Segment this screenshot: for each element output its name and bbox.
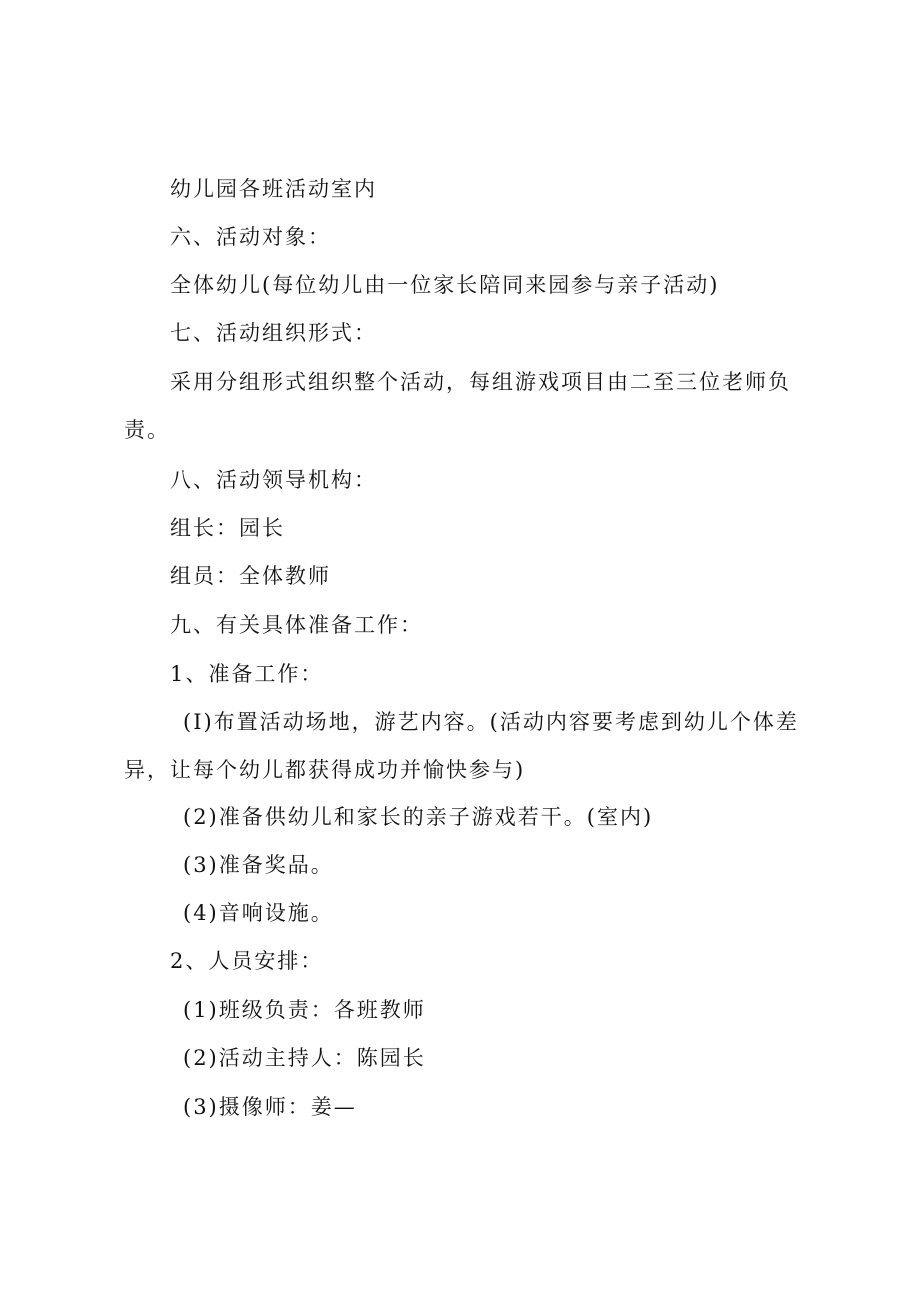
paragraph-team-members: 组员：全体教师 <box>170 564 331 588</box>
list-item-photographer: (3)摄像师：姜— <box>183 1095 357 1119</box>
heading-preparation: 九、有关具体准备工作： <box>170 613 423 637</box>
paragraph-organization-form: 采用分组形式组织整个活动，每组游戏项目由二至三位老师负 <box>170 370 791 394</box>
list-item-host: (2)活动主持人：陈园长 <box>183 1046 426 1070</box>
list-item-class-lead: (1)班级负责：各班教师 <box>183 998 426 1022</box>
list-item-venue-setup-cont: 异，让每个幼儿都获得成功并愉快参与) <box>124 758 526 782</box>
subheading-preparation-work: 1、准备工作： <box>170 662 324 686</box>
paragraph-organization-form-cont: 责。 <box>124 418 170 442</box>
list-item-prizes: (3)准备奖品。 <box>183 853 334 877</box>
list-item-games: (2)准备供幼儿和家长的亲子游戏若干。(室内) <box>183 805 654 829</box>
paragraph-team-leader: 组长：园长 <box>170 516 285 540</box>
subheading-staffing: 2、人员安排： <box>170 949 324 973</box>
list-item-audio: (4)音响设施。 <box>183 901 334 925</box>
heading-target-audience: 六、活动对象： <box>170 225 331 249</box>
heading-leadership: 八、活动领导机构： <box>170 468 377 492</box>
paragraph-venue: 幼儿园各班活动室内 <box>170 177 377 201</box>
paragraph-target-audience: 全体幼儿(每位幼儿由一位家长陪同来园参与亲子活动) <box>170 273 720 297</box>
heading-organization-form: 七、活动组织形式： <box>170 321 377 345</box>
list-item-venue-setup: (I)布置活动场地，游艺内容。(活动内容要考虑到幼儿个体差 <box>183 710 799 734</box>
